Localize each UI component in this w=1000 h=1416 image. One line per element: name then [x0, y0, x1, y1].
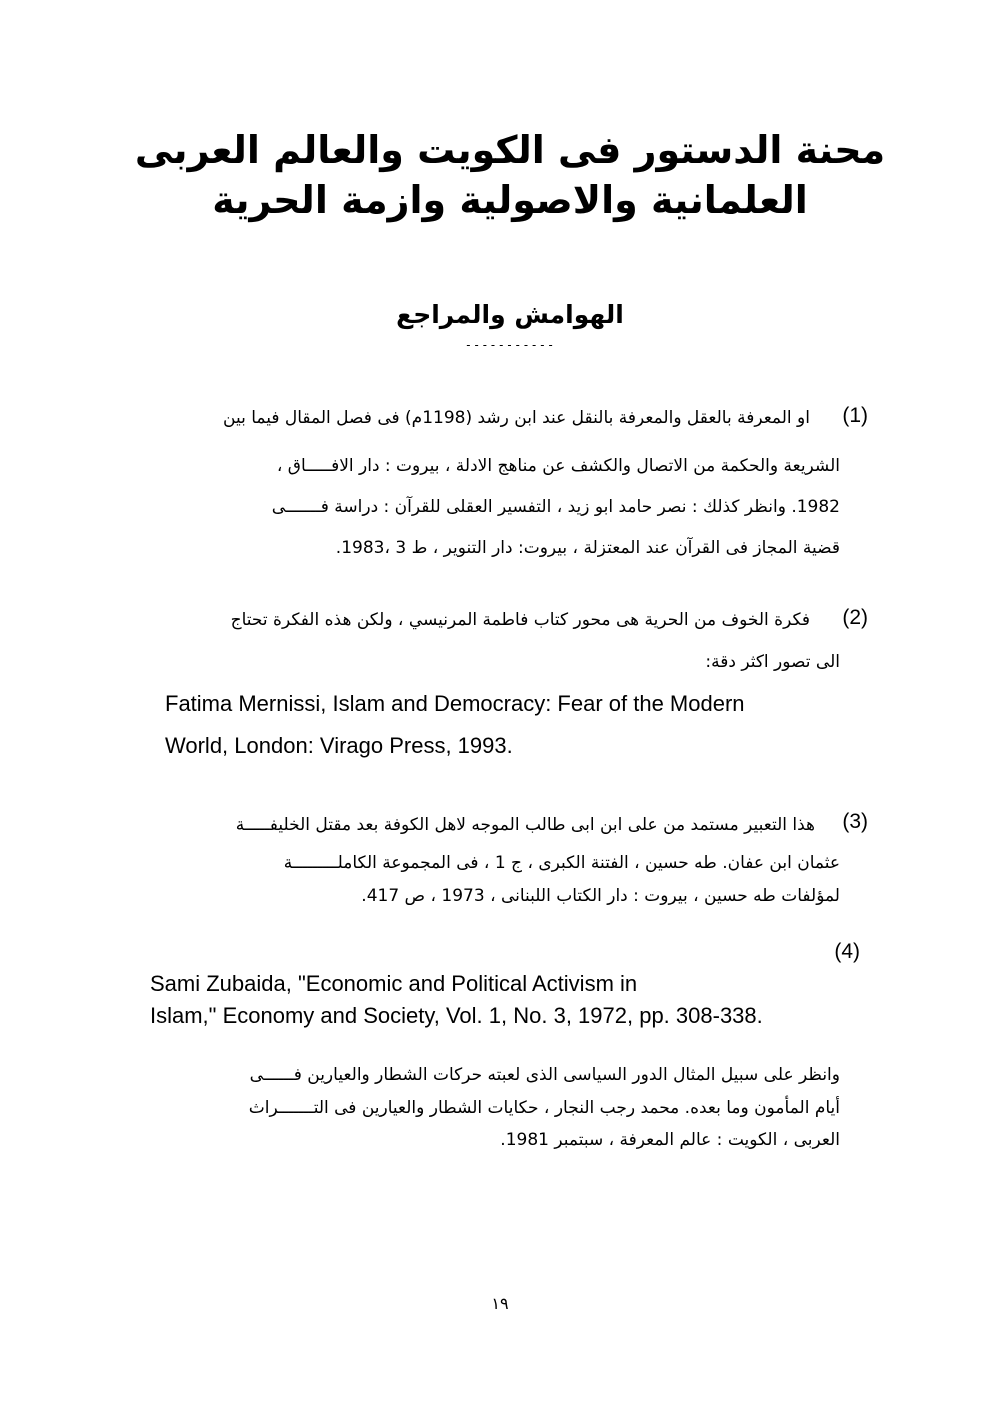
footnote-3-line-2: عثمان ابن عفان. طه حسين ، الفتنة الكبرى ، ج 1 ، فى المجموعة الكاملـــــــــة	[283, 853, 840, 873]
page-number: ١٩	[491, 1294, 509, 1313]
footnote-2-english-line-2: World, London: Virago Press, 1993.	[165, 733, 513, 758]
footnote-3-marker: (3)	[842, 810, 868, 833]
page-title-line-1: محنة الدستور فى الكويت والعالم العربى	[134, 128, 886, 172]
footnote-4-english-line-1: Sami Zubaida, "Economic and Political Activism in	[150, 971, 638, 996]
heading-dashed-rule: -----------	[464, 338, 556, 352]
footnote-4-line-2: أيام المأمون وما بعده. محمد رجب النجار ، حكايات الشطار والعيارين فى التـــــــراث	[248, 1098, 840, 1118]
footnote-1-line-3: 1982. وانظر كذلك : نصر حامد ابو زيد ، التفسير العقلى للقرآن : دراسة فـــــــى	[271, 497, 840, 517]
footnote-3-line-1: هذا التعبير مستمد من على ابن ابى طالب الموجه لاهل الكوفة بعد مقتل الخليفـــــة	[235, 815, 815, 835]
page-title-line-2: العلمانية والاصولية وازمة الحرية	[212, 178, 808, 222]
footnote-2-english-line-1: Fatima Mernissi, Islam and Democracy: Fear of the Modern	[165, 691, 745, 716]
footnote-4-english-line-2: Islam," Economy and Society, Vol. 1, No. 3, 1972, pp. 308-338.	[150, 1003, 763, 1028]
footnote-4-line-3: العربى ، الكويت : عالم المعرفة ، سبتمبر 1981.	[500, 1130, 840, 1150]
footnote-2-line-1: فكرة الخوف من الحرية هى محور كتاب فاطمة المرنيسي ، ولكن هذه الفكرة تحتاج	[230, 610, 810, 630]
footnote-1-line-2: الشريعة والحكمة من الاتصال والكشف عن مناهج الادلة ، بيروت : دار الافـــــاق ،	[276, 456, 840, 476]
section-heading: الهوامش والمراجع	[396, 300, 624, 329]
footnote-1-marker: (1)	[842, 404, 868, 427]
footnote-3-line-3: لمؤلفات طه حسين ، بيروت : دار الكتاب اللبنانى ، 1973 ، ص 417.	[361, 886, 840, 906]
footnote-2-line-2: الى تصور اكثر دقة:	[705, 652, 840, 672]
footnote-4-line-1: وانظر على سبيل المثال الدور السياسى الذى لعبته حركات الشطار والعيارين فــــــى	[249, 1065, 840, 1085]
footnote-1-line-1: او المعرفة بالعقل والمعرفة بالنقل عند ابن رشد (1198م) فى فصل المقال فيما بين	[223, 408, 810, 428]
footnote-4-marker: (4)	[834, 940, 860, 963]
footnote-1-line-4: قضية المجاز فى القرآن عند المعتزلة ، بيروت: دار التنوير ، ط 3 ،1983.	[335, 538, 840, 558]
footnote-2-marker: (2)	[842, 606, 868, 629]
